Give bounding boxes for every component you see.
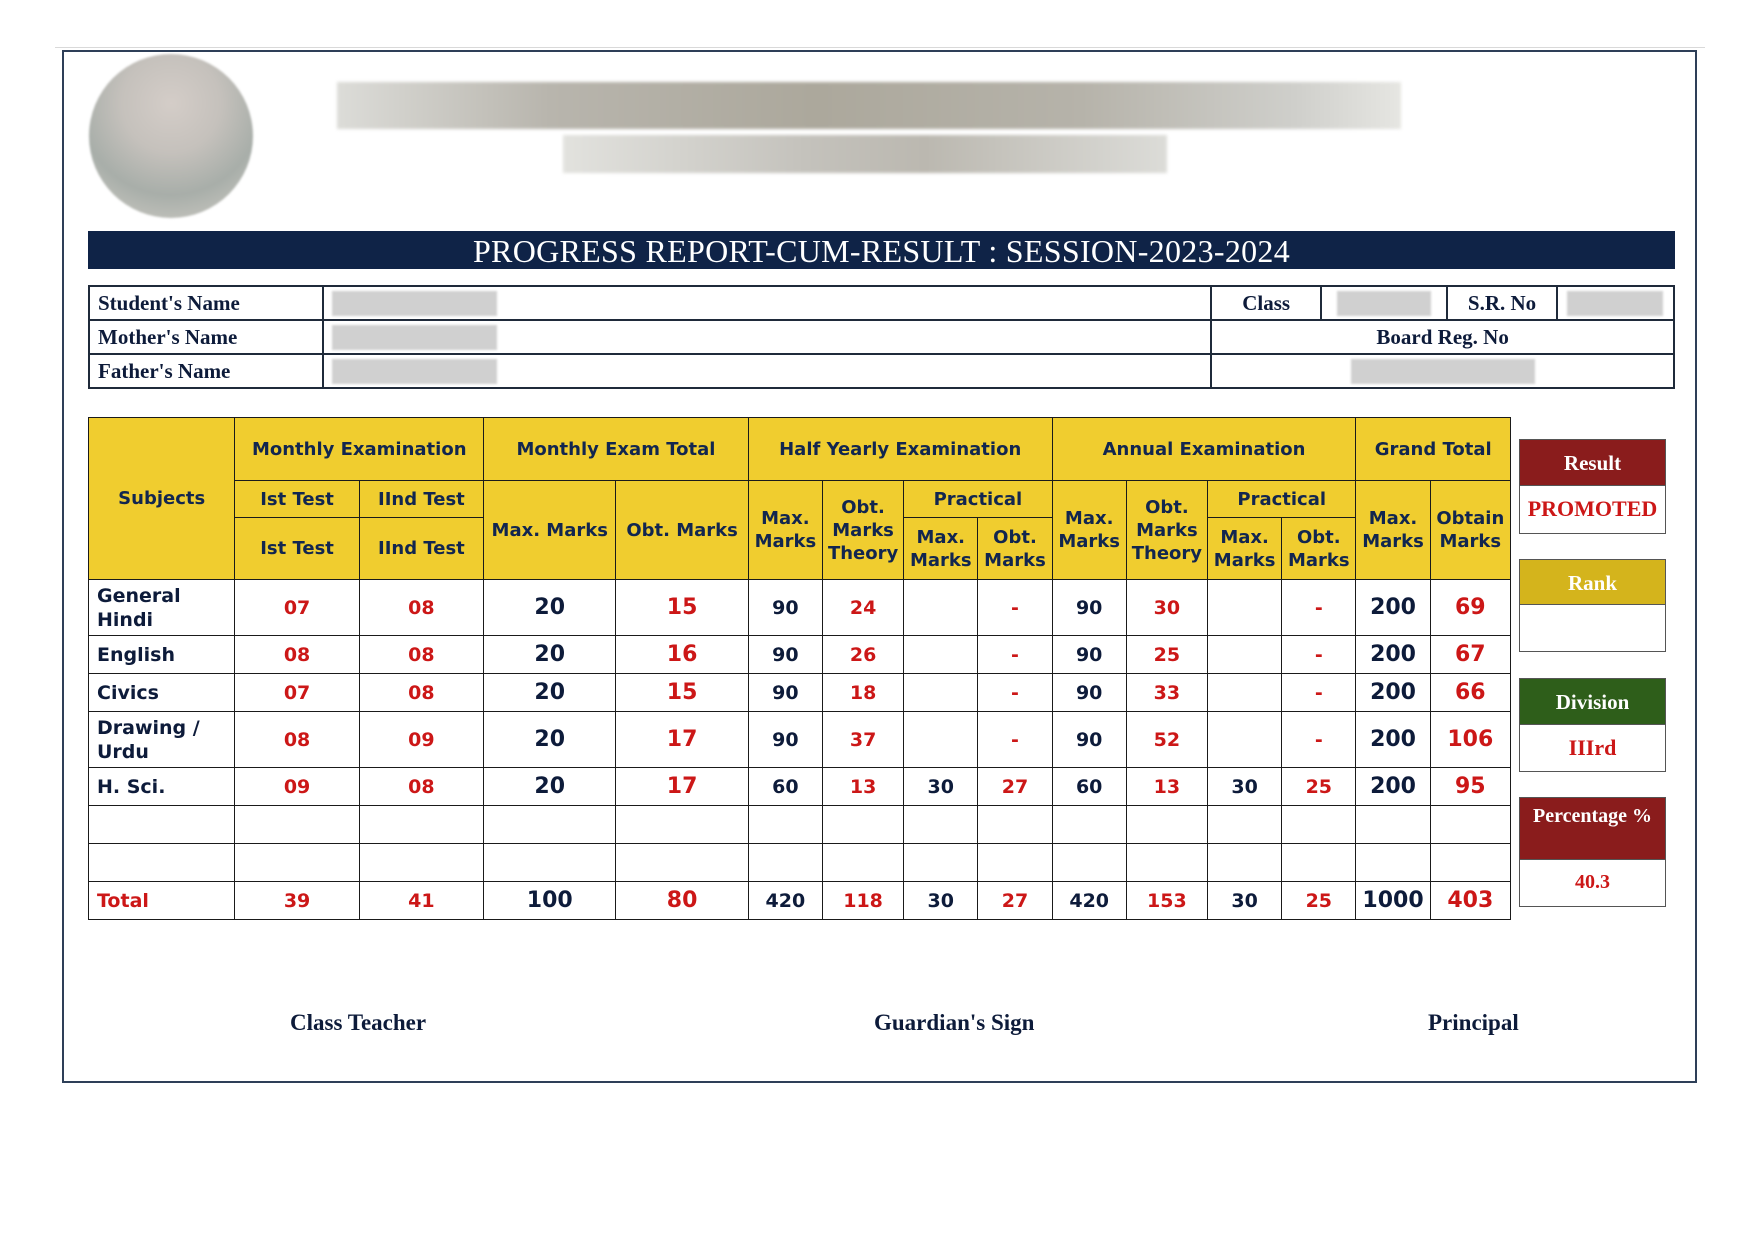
empty-cell xyxy=(89,806,235,844)
cell-an-pmax xyxy=(1208,712,1282,768)
cell-gt-obt: 95 xyxy=(1430,768,1510,806)
monthly-exam-header: Monthly Examination xyxy=(235,418,484,481)
cell-hy-max: 60 xyxy=(748,768,822,806)
cell-hy-pmax xyxy=(904,580,978,636)
subjects-header: Subjects xyxy=(89,418,235,580)
empty-row xyxy=(89,844,1511,882)
cell-an-max: 90 xyxy=(1052,712,1126,768)
cell-an-max: 90 xyxy=(1052,674,1126,712)
cell-m-max: 20 xyxy=(484,580,616,636)
empty-cell xyxy=(1052,806,1126,844)
student-name-label: Student's Name xyxy=(89,286,323,320)
cell-m-obt: 16 xyxy=(616,636,748,674)
school-name-redacted xyxy=(337,82,1401,129)
cell-t2: 08 xyxy=(359,636,483,674)
cell-an-pobt: - xyxy=(1282,674,1356,712)
empty-cell xyxy=(1126,806,1207,844)
division-value: IIIrd xyxy=(1519,725,1666,772)
cell-gt-max: 200 xyxy=(1356,636,1430,674)
empty-cell xyxy=(1430,806,1510,844)
total-gt-obt: 403 xyxy=(1430,882,1510,920)
an-practical-max-header: Max. Marks xyxy=(1208,518,1282,580)
cell-an-th: 52 xyxy=(1126,712,1207,768)
hy-practical-header: Practical xyxy=(904,481,1052,518)
percentage-box xyxy=(1519,797,1666,907)
annual-header: Annual Examination xyxy=(1052,418,1356,481)
an-practical-header: Practical xyxy=(1208,481,1356,518)
cell-hy-th: 37 xyxy=(822,712,903,768)
total-m-max: 100 xyxy=(484,882,616,920)
result-value: PROMOTED xyxy=(1519,486,1666,534)
cell-gt-max: 200 xyxy=(1356,712,1430,768)
cell-hy-th: 18 xyxy=(822,674,903,712)
table-row xyxy=(89,674,1511,712)
cell-an-pmax xyxy=(1208,580,1282,636)
cell-t2: 08 xyxy=(359,580,483,636)
percentage-value: 40.3 xyxy=(1519,860,1666,907)
empty-cell xyxy=(616,844,748,882)
class-value xyxy=(1321,286,1447,320)
cell-hy-max: 90 xyxy=(748,674,822,712)
cell-t1: 08 xyxy=(235,712,359,768)
father-name-label: Father's Name xyxy=(89,354,323,388)
division-label: Division xyxy=(1519,678,1666,725)
result-label: Result xyxy=(1519,439,1666,486)
empty-cell xyxy=(1208,806,1282,844)
percentage-label: Percentage % xyxy=(1519,797,1666,860)
guardian-signature: Guardian's Sign xyxy=(874,1010,1035,1035)
school-logo xyxy=(89,54,253,218)
cell-m-max: 20 xyxy=(484,712,616,768)
hy-practical-obt-header: Obt. Marks xyxy=(978,518,1052,580)
cell-an-max: 90 xyxy=(1052,636,1126,674)
total-t1: 39 xyxy=(235,882,359,920)
empty-cell xyxy=(904,844,978,882)
rank-label: Rank xyxy=(1519,559,1666,605)
empty-cell xyxy=(978,806,1052,844)
table-row xyxy=(89,768,1511,806)
cell-m-obt: 17 xyxy=(616,768,748,806)
empty-cell xyxy=(1208,844,1282,882)
cell-hy-th: 13 xyxy=(822,768,903,806)
total-an-pobt: 25 xyxy=(1282,882,1356,920)
table-row xyxy=(89,580,1511,636)
empty-row xyxy=(89,806,1511,844)
an-max-header: Max. Marks xyxy=(1052,481,1126,580)
empty-cell xyxy=(1356,844,1430,882)
empty-cell xyxy=(904,806,978,844)
monthly-max-header: Max. Marks xyxy=(484,481,616,580)
total-label: Total xyxy=(89,882,235,920)
rank-value xyxy=(1519,605,1666,652)
test2-header: IInd Test xyxy=(359,481,483,518)
gt-max-header: Max. Marks xyxy=(1356,481,1430,580)
board-reg-value xyxy=(1211,354,1674,388)
sr-no-label: S.R. No xyxy=(1447,286,1557,320)
an-practical-obt-header: Obt. Marks xyxy=(1282,518,1356,580)
cell-hy-max: 90 xyxy=(748,580,822,636)
cell-hy-pobt: - xyxy=(978,712,1052,768)
total-t2: 41 xyxy=(359,882,483,920)
cell-hy-th: 26 xyxy=(822,636,903,674)
cell-hy-pobt: - xyxy=(978,674,1052,712)
total-hy-pobt: 27 xyxy=(978,882,1052,920)
subject-name: H. Sci. xyxy=(89,768,235,806)
test2-subheader: IInd Test xyxy=(359,518,483,580)
total-an-th: 153 xyxy=(1126,882,1207,920)
cell-an-pobt: 25 xyxy=(1282,768,1356,806)
board-reg-label: Board Reg. No xyxy=(1211,320,1674,354)
empty-cell xyxy=(484,806,616,844)
class-label: Class xyxy=(1211,286,1321,320)
an-theory-header: Obt. Marks Theory xyxy=(1126,481,1207,580)
empty-cell xyxy=(822,844,903,882)
cell-m-obt: 17 xyxy=(616,712,748,768)
cell-hy-pmax: 30 xyxy=(904,768,978,806)
cell-an-pmax xyxy=(1208,636,1282,674)
cell-an-max: 60 xyxy=(1052,768,1126,806)
cell-t1: 08 xyxy=(235,636,359,674)
cell-gt-obt: 67 xyxy=(1430,636,1510,674)
report-title: PROGRESS REPORT-CUM-RESULT : SESSION-2023-2024 xyxy=(88,231,1675,269)
rank-box xyxy=(1519,559,1666,652)
cell-an-th: 30 xyxy=(1126,580,1207,636)
empty-cell xyxy=(1356,806,1430,844)
student-info-table xyxy=(88,285,1675,389)
monthly-total-header: Monthly Exam Total xyxy=(484,418,749,481)
cell-an-th: 13 xyxy=(1126,768,1207,806)
cell-hy-th: 24 xyxy=(822,580,903,636)
cell-an-max: 90 xyxy=(1052,580,1126,636)
table-row xyxy=(89,636,1511,674)
hy-theory-header: Obt. Marks Theory xyxy=(822,481,903,580)
cell-hy-pobt: - xyxy=(978,636,1052,674)
cell-hy-pmax xyxy=(904,674,978,712)
test1-header: Ist Test xyxy=(235,481,359,518)
cell-t2: 09 xyxy=(359,712,483,768)
cell-t1: 09 xyxy=(235,768,359,806)
empty-cell xyxy=(1052,844,1126,882)
cell-an-th: 25 xyxy=(1126,636,1207,674)
empty-cell xyxy=(748,844,822,882)
cell-m-obt: 15 xyxy=(616,674,748,712)
empty-cell xyxy=(1282,806,1356,844)
division-box xyxy=(1519,678,1666,772)
principal-signature: Principal xyxy=(1428,1010,1519,1035)
empty-cell xyxy=(235,844,359,882)
empty-cell xyxy=(235,806,359,844)
cell-an-pmax xyxy=(1208,674,1282,712)
class-teacher-signature: Class Teacher xyxy=(290,1010,427,1035)
cell-an-th: 33 xyxy=(1126,674,1207,712)
cell-an-pobt: - xyxy=(1282,712,1356,768)
empty-cell xyxy=(978,844,1052,882)
empty-cell xyxy=(484,844,616,882)
total-hy-th: 118 xyxy=(822,882,903,920)
test1-subheader: Ist Test xyxy=(235,518,359,580)
hy-max-header: Max. Marks xyxy=(748,481,822,580)
cell-gt-obt: 106 xyxy=(1430,712,1510,768)
empty-cell xyxy=(616,806,748,844)
empty-cell xyxy=(359,844,483,882)
cell-m-max: 20 xyxy=(484,674,616,712)
father-name-value xyxy=(323,354,1212,388)
subject-name: Civics xyxy=(89,674,235,712)
cell-t2: 08 xyxy=(359,768,483,806)
gt-obtain-header: Obtain Marks xyxy=(1430,481,1510,580)
cell-gt-max: 200 xyxy=(1356,768,1430,806)
total-row xyxy=(89,882,1511,920)
student-name-value xyxy=(323,286,1212,320)
empty-cell xyxy=(748,806,822,844)
empty-cell xyxy=(1126,844,1207,882)
cell-hy-pobt: - xyxy=(978,580,1052,636)
cell-an-pobt: - xyxy=(1282,580,1356,636)
cell-hy-pobt: 27 xyxy=(978,768,1052,806)
total-hy-max: 420 xyxy=(748,882,822,920)
cell-hy-pmax xyxy=(904,636,978,674)
cell-hy-max: 90 xyxy=(748,712,822,768)
cell-t1: 07 xyxy=(235,580,359,636)
cell-hy-max: 90 xyxy=(748,636,822,674)
cell-an-pmax: 30 xyxy=(1208,768,1282,806)
result-box xyxy=(1519,439,1666,534)
total-gt-max: 1000 xyxy=(1356,882,1430,920)
empty-cell xyxy=(822,806,903,844)
cell-gt-obt: 69 xyxy=(1430,580,1510,636)
subject-name: General Hindi xyxy=(89,580,235,636)
cell-hy-pmax xyxy=(904,712,978,768)
marks-table xyxy=(88,417,1511,920)
table-row xyxy=(89,712,1511,768)
cell-gt-obt: 66 xyxy=(1430,674,1510,712)
hy-practical-max-header: Max. Marks xyxy=(904,518,978,580)
mother-name-value xyxy=(323,320,1212,354)
grand-total-header: Grand Total xyxy=(1356,418,1511,481)
top-rule xyxy=(55,47,1705,48)
empty-cell xyxy=(89,844,235,882)
empty-cell xyxy=(359,806,483,844)
cell-an-pobt: - xyxy=(1282,636,1356,674)
monthly-obt-header: Obt. Marks xyxy=(616,481,748,580)
total-m-obt: 80 xyxy=(616,882,748,920)
subject-name: Drawing / Urdu xyxy=(89,712,235,768)
school-address-redacted xyxy=(563,135,1167,173)
empty-cell xyxy=(1282,844,1356,882)
cell-gt-max: 200 xyxy=(1356,674,1430,712)
cell-m-obt: 15 xyxy=(616,580,748,636)
marks-body xyxy=(89,580,1511,920)
cell-t1: 07 xyxy=(235,674,359,712)
sr-no-value xyxy=(1557,286,1674,320)
cell-m-max: 20 xyxy=(484,768,616,806)
cell-gt-max: 200 xyxy=(1356,580,1430,636)
cell-t2: 08 xyxy=(359,674,483,712)
mother-name-label: Mother's Name xyxy=(89,320,323,354)
total-an-max: 420 xyxy=(1052,882,1126,920)
subject-name: English xyxy=(89,636,235,674)
total-an-pmax: 30 xyxy=(1208,882,1282,920)
empty-cell xyxy=(1430,844,1510,882)
cell-m-max: 20 xyxy=(484,636,616,674)
total-hy-pmax: 30 xyxy=(904,882,978,920)
half-yearly-header: Half Yearly Examination xyxy=(748,418,1052,481)
